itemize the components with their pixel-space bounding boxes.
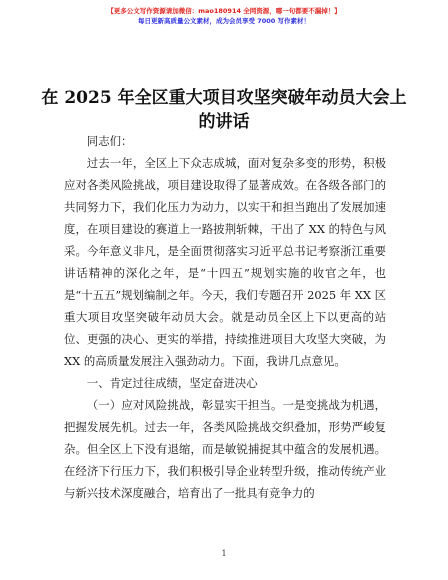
paragraph-subsection-1: （一）应对风险挑战，彰显实干担当。一是变挑战为机遇，把握发展先机。过去一年，各类风险挑战交织叠加，形势严峻复杂。但全区上下没有退缩，而是敏锐捕捉其中蕴含的发展机遇。在经济下行压力下，我们积极引导企业转型升级，推动传统产业与新兴技术深度融合，培育出了一批具有竞争力的 [64,398,386,500]
section-heading-1: 一、肯定过往成绩，坚定奋进决心 [86,376,258,390]
promo-banner-line2: 每日更新高质量公文素材，成为会员享受 7000 写作素材！ [137,17,311,25]
document-body [64,130,386,504]
promo-banner-line1: 【更多公文写作资源请加微信：mao180914 全网资源，哪一句都要不漏掉！】 [107,7,341,15]
document-title: 在 2025 年全区重大项目攻坚突破年动员大会上的讲话 [41,88,407,132]
promo-banner [0,6,448,26]
page-number: 1 [221,549,227,558]
salutation: 同志们： [86,134,133,148]
paragraph-intro: 过去一年，全区上下众志成城，面对复杂多变的形势，积极应对各类风险挑战，项目建设取得了显著成效。在各级各部门的共同努力下，我们化压力为动力，以实干和担当跑出了发展加速度，在项目建设的赛道上一路披荆斩棘，干出了 XX 的特色与风采。今年意义非凡，是全面贯彻落实习近平总书记考察浙江重要讲话精神的深化之年，是“十四五”规划实施的收官之年，也是“十五五”规划编制之年。今天，我们专题召开 2025 年 XX 区重大项目攻坚突破年动员大会。就是动员全区上下以更高的站位、更强的决心、更实的举措，持续推进项目大攻坚大突破，为 XX 的高质量发展注入强劲动力。下面，我讲几点意见。 [64,156,386,368]
